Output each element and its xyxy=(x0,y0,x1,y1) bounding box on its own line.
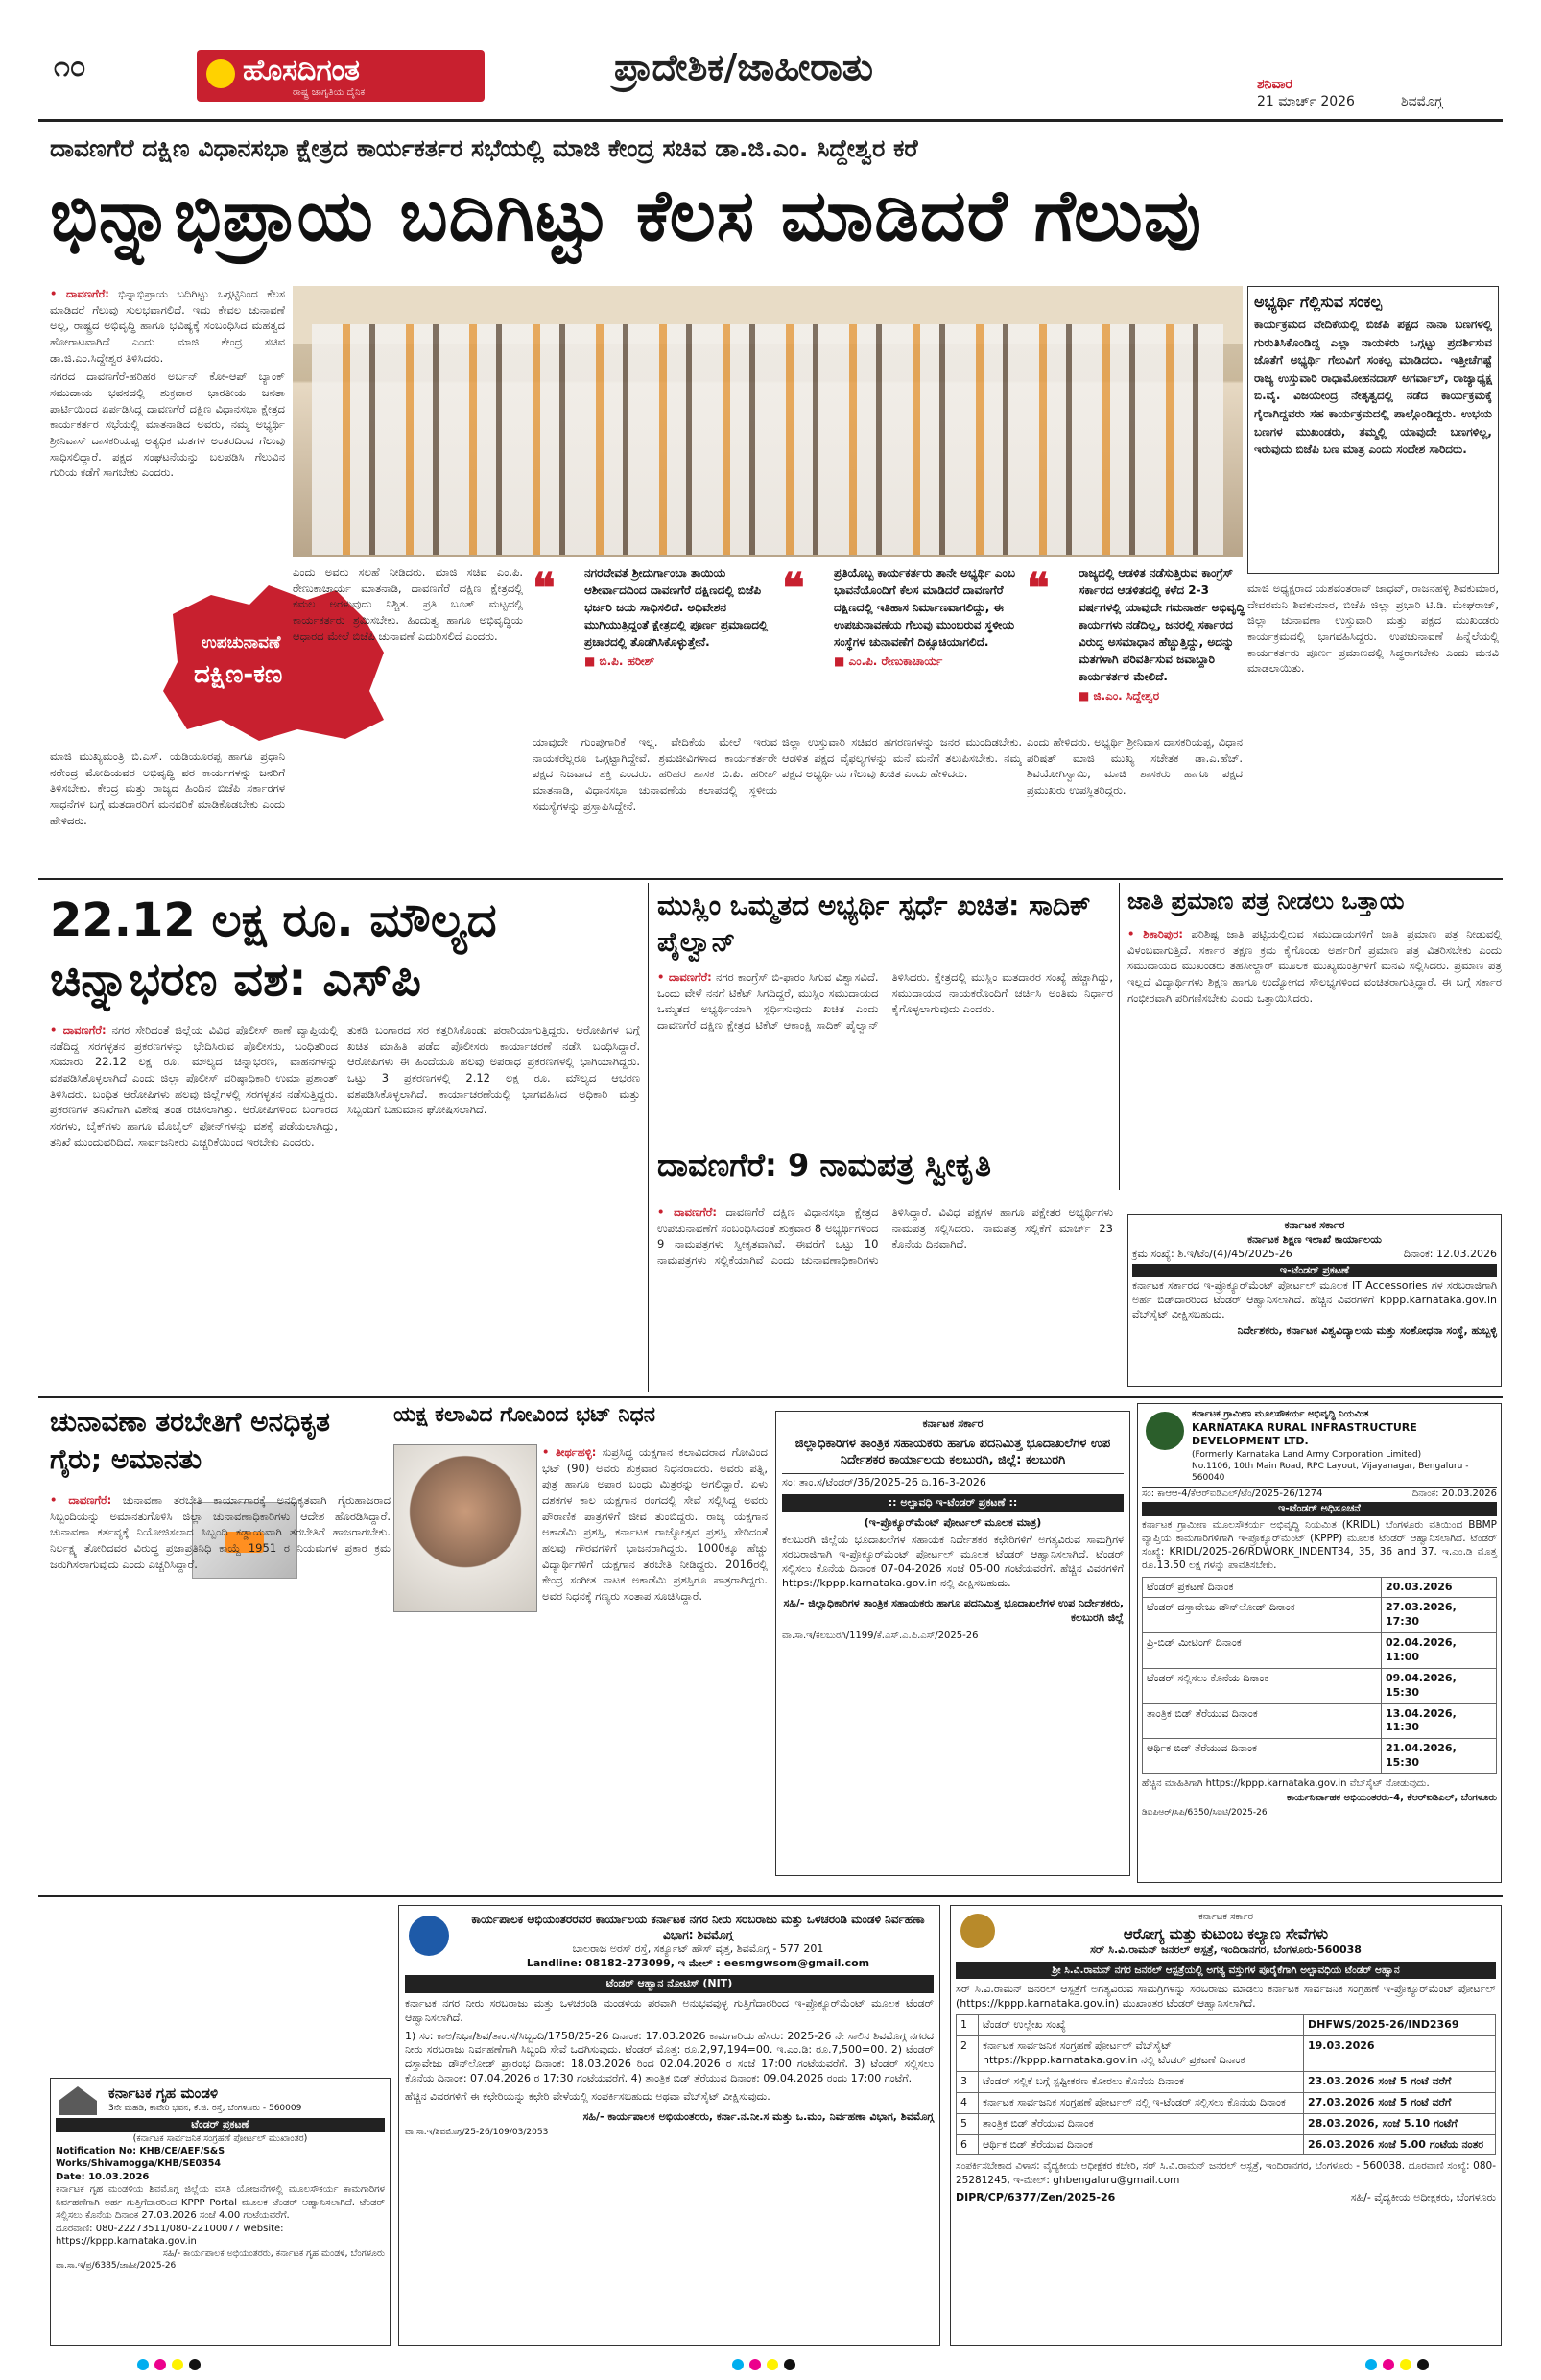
quote-3-author: ■ ಜಿ.ಎಂ. ಸಿದ್ದೇಶ್ವರ xyxy=(1079,689,1160,702)
yakshagana-dateline: • ತೀರ್ಥಹಳ್ಳಿ: xyxy=(542,1445,597,1459)
training-dateline: • ದಾವಣಗೆರೆ: xyxy=(50,1493,112,1507)
sidebar-title: ಅಭ್ಯರ್ಥಿ ಗೆಲ್ಲಿಸುವ ಸಂಕಲ್ಪ xyxy=(1254,293,1383,311)
caste-body xyxy=(1127,926,1502,1214)
training-text: ಚುನಾವಣಾ ತರಬೇತಿ ಕಾರ್ಯಾಗಾರಕ್ಕೆ ಅನಧಿಕೃತವಾಗಿ ಗೈರುಹಾಜರಾದ ಸಿಬ್ಬಂದಿಯನ್ನು ಅಮಾನತುಗೊಳಿಸಿ ಜಿಲ್ಲಾ ಚುನಾವಣಾಧಿಕಾರಿಗಳು ಆದೇಶ ಹೊರಡಿಸಿದ್ದಾರೆ. ಚುನಾವಣಾ ಕರ್ತವ್ಯಕ್ಕೆ ನಿಯೋಜಿಸಲಾದ ಸಿಬ್ಬಂದಿ ಕಡ್ಡಾಯವಾಗಿ ತರಬೇತಿಗೆ ಹಾಜರಾಗಬೇಕು. ನಿರ್ಲಕ್ಷ್ಯ ತೋರಿದವರ ವಿರುದ್ಧ ಪ್ರಜಾಪ್ರತಿನಿಧಿ ಕಾಯ್ದೆ 1951 ರ ನಿಯಮಗಳ ಪ್ರಕಾರ ಕ್ರಮ ಜರುಗಿಸಲಾಗುವುದು ಎಂದು ಎಚ್ಚರಿಸಿದ್ದಾರೆ. xyxy=(50,1493,391,1571)
yakshagana-headline: ಯಕ್ಷ ಕಲಾವಿದ ಗೋವಿಂದ ಭಟ್ ನಿಧನ xyxy=(393,1403,655,1427)
ad-gov: ಕರ್ನಾಟಕ ಸರ್ಕಾರ xyxy=(1284,1219,1345,1231)
ad-footer: ವಾ.ಸಾ.ಇ/ಪ್ರ/6385/ಜಾಹೀ/2025-26 xyxy=(56,2261,177,2272)
issue-day: ಶನಿವಾರ xyxy=(1257,77,1292,92)
ad-sub: ಸರ್ ಸಿ.ವಿ.ರಾಮನ್ ಜನರಲ್ ಆಸ್ಪತ್ರೆ, ಇಂದಿರಾನಗರ, ಬೆಂಗಳೂರು-560038 xyxy=(1090,1942,1362,1956)
registration-marks-left xyxy=(134,2356,230,2375)
ad-gov: ಕರ್ನಾಟಕ ಸರ್ಕಾರ xyxy=(1198,1912,1253,1922)
page-header xyxy=(0,0,1541,125)
lead-col-6 xyxy=(1027,734,1243,902)
lead-col5-text: ಜಿಲ್ಲಾ ಉಸ್ತುವಾರಿ ಸಚಿವರ ಹಗರಣಗಳನ್ನು ಜನರ ಮುಂದಿಡಬೇಕು. ಆಡಳಿತ ಪಕ್ಷದ ವೈಫಲ್ಯಗಳನ್ನು ಮನೆ ಮನೆಗೆ ತಲುಪಿಸಬೇಕು. ನಮ್ಮ ಪಕ್ಷದ ಅಭ್ಯರ್ಥಿಯ ಗೆಲುವು ಖಚಿತ ಎಂದು ಹೇಳಿದರು. xyxy=(782,735,1022,781)
lead-col-5 xyxy=(782,734,1022,902)
ad-banner: ಟೆಂಡರ್ ಆಹ್ವಾನ ನೋಟಿಸ್ (NIT) xyxy=(405,1975,934,1993)
table-row: 6 ಆರ್ಥಿಕ ಬಿಡ್ ತೆರೆಯುವ ದಿನಾಂಕ 26.03.2026 ಸಂಜೆ 5.00 ಗಂಟೆಯ ನಂತರ xyxy=(957,2134,1495,2155)
ad-sub2: (ಇ-ಪ್ರೊಕ್ಯೂರ್‌ಮೆಂಟ್ ಪೋರ್ಟಲ್ ಮೂಲಕ ಮಾತ್ರ) xyxy=(864,1515,1042,1529)
quote-2-author: ■ ಎಂ.ಪಿ. ರೇಣುಕಾಚಾರ್ಯ xyxy=(834,654,943,668)
kridl-tender-ad xyxy=(1137,1403,1502,1883)
ad-banner: ಇ-ಟೆಂಡರ್ ಅಧಿಸೂಚನೆ xyxy=(1142,1502,1497,1516)
ad-sub: ಜಿಲ್ಲಾಧಿಕಾರಿಗಳ ತಾಂತ್ರಿಕ ಸಹಾಯಕರು ಹಾಗೂ ಪದನಿಮಿತ್ತ ಭೂದಾಖಲೆಗಳ ಉಪ ನಿರ್ದೇಶಕರ ಕಾರ್ಯಾಲಯ ಕಲಬುರಗಿ, ಜಿಲ್ಲೆ: ಕಲಬುರಗಿ xyxy=(794,1436,1111,1468)
training-headline: ಚುನಾವಣಾ ತರಬೇತಿಗೆ ಅನಧಿಕೃತ ಗೈರು; ಅಮಾನತು xyxy=(50,1406,330,1476)
quote-1-author: ■ ಬಿ.ಪಿ. ಹರೀಶ್ xyxy=(584,654,655,668)
gold-headline: 22.12 ಲಕ್ಷ ರೂ. ಮೌಲ್ಯದ ಚಿನ್ನಾಭರಣ ವಶ: ಎಸ್‌ಪಿ xyxy=(50,893,497,1008)
quote-3-text: ರಾಜ್ಯದಲ್ಲಿ ಆಡಳಿತ ನಡೆಸುತ್ತಿರುವ ಕಾಂಗ್ರೆಸ್ ಸರ್ಕಾರದ ಆಡಳಿತದಲ್ಲಿ ಕಳೆದ 2-3 ವರ್ಷಗಳಲ್ಲಿ ಯಾವುದೇ ಗಮನಾರ್ಹ ಅಭಿವೃದ್ಧಿ ಕಾರ್ಯಗಳು ನಡೆದಿಲ್ಲ, ಜನರಲ್ಲಿ ಸರ್ಕಾರದ ವಿರುದ್ಧ ಅಸಮಾಧಾನ ಹೆಚ್ಚುತ್ತಿದ್ದು, ಅದನ್ನು ಮತಗಳಾಗಿ ಪರಿವರ್ತಿಸುವ ಜವಾಬ್ದಾರಿ ಕಾರ್ಯಕರ್ತರ ಮೇಲಿದೆ. xyxy=(1079,566,1245,683)
ad-text: ಕರ್ನಾಟಕ ಗೃಹ ಮಂಡಳಿಯ ಶಿವಮೊಗ್ಗ ಜಿಲ್ಲೆಯ ವಸತಿ ಯೋಜನೆಗಳಲ್ಲಿ ಮೂಲಸೌಕರ್ಯ ಕಾಮಗಾರಿಗಳ ನಿರ್ವಹಣೆಗಾಗಿ ಅರ್ಹ ಗುತ್ತಿಗೆದಾರರಿಂದ KPPP Portal ಮೂಲಕ ಟೆಂಡರ್ ಆಹ್ವಾನಿಸಲಾಗಿದೆ. ಟೆಂಡರ್ ಸಲ್ಲಿಸಲು ಕೊನೆಯ ದಿನಾಂಕ 27.03.2026 ಸಂಜೆ 4.00 ಗಂಟೆಯವರೆಗೆ. xyxy=(56,2184,385,2222)
lead-col-4 xyxy=(533,734,777,902)
water-tender-ad xyxy=(398,1905,940,2346)
lead-photo xyxy=(293,286,1243,557)
quote-mark-icon: ❝ xyxy=(1027,564,1050,613)
quote-3 xyxy=(1027,564,1247,727)
crowd-shapes xyxy=(312,324,1223,555)
ad-sign: ನಿರ್ದೇಶಕರು, ಕರ್ನಾಟಕ ವಿಶ್ವವಿದ್ಯಾಲಯ ಮತ್ತು ಸಂಶೋಧನಾ ಸಂಸ್ಥೆ, ಹುಬ್ಬಳ್ಳಿ xyxy=(1237,1323,1497,1337)
ad-items: 1) ಸಂ: ಕಾಅ/ನಿಭಾ/ಶಿವ/ತಾಂ.ಸ/ಸಿಬ್ಬಂದಿ/1758/25-26 ದಿನಾಂಕ: 17.03.2026 ಕಾಮಗಾರಿಯ ಹೆಸರು: 2025-26 ನೇ ಸಾಲಿನ ಶಿವಮೊಗ್ಗ ನಗರದ ನೀರು ಸರಬರಾಜು ನಿರ್ವಹಣೆಗಾಗಿ ಸಿಬ್ಬಂದಿ ಸೇವೆ ಒದಗಿಸುವುದು. ಟೆಂಡರ್ ಮೊತ್ತ: ರೂ.2,97,194=00. ಇ.ಎಂ.ಡಿ: ರೂ.7,500=00. 2) ಟೆಂಡರ್ ದಸ್ತಾವೇಜು ಡೌನ್‌ಲೋಡ್ ಪ್ರಾರಂಭ ದಿನಾಂಕ: 18.03.2026 ರಿಂದ 02.04.2026 ರ ಸಂಜೆ 17:00 ಗಂಟೆಯವರೆಗೆ. 3) ಟೆಂಡರ್ ಸಲ್ಲಿಸಲು ಕೊನೆಯ ದಿನಾಂಕ: 07.04.2026 ರ 17:30 ಗಂಟೆಯವರೆಗೆ. 4) ತಾಂತ್ರಿಕ ಬಿಡ್ ತೆರೆಯುವ ದಿನಾಂಕ: 09.04.2026 ರಂದು 17:00 ಗಂಟೆಗೆ. xyxy=(405,2029,934,2085)
issue-date: 21 ಮಾರ್ಚ್ 2026 xyxy=(1257,94,1355,109)
lead-col-7 xyxy=(1247,581,1499,902)
nomination-dateline: • ದಾವಣಗೆರೆ: xyxy=(657,1205,717,1219)
ad-date: Date: 10.03.2026 xyxy=(56,2171,150,2182)
ad-sign: ಸಹಿ/- ಜಿಲ್ಲಾಧಿಕಾರಿಗಳ ತಾಂತ್ರಿಕ ಸಹಾಯಕರು ಹಾಗೂ ಪದನಿಮಿತ್ತ ಭೂದಾಖಲೆಗಳ ಉಪ ನಿರ್ದೇಶಕರು, ಕಲಬುರಗಿ ಜಿಲ್ಲೆ xyxy=(783,1596,1124,1624)
nomination-body xyxy=(657,1204,1113,1392)
sidebar-text: ಕಾರ್ಯಕ್ರಮದ ವೇದಿಕೆಯಲ್ಲಿ ಬಿಜೆಪಿ ಪಕ್ಷದ ನಾನಾ ಬಣಗಳಲ್ಲಿ ಗುರುತಿಸಿಕೊಂಡಿದ್ದ ಎಲ್ಲಾ ನಾಯಕರು ಒಗ್ಗಟ್ಟು ಪ್ರದರ್ಶಿಸುವ ಜೊತೆಗೆ ಅಭ್ಯರ್ಥಿ ಗೆಲುವಿಗೆ ಸಂಕಲ್ಪ ಮಾಡಿದರು. ಇತ್ತೀಚೆಗಷ್ಟೆ ರಾಜ್ಯ ಉಸ್ತುವಾರಿ ರಾಧಾಮೋಹನದಾಸ್ ಅಗರ್ವಾಲ್, ರಾಜ್ಯಾಧ್ಯಕ್ಷ ಬಿ.ವೈ. ವಿಜಯೇಂದ್ರ ನೇತೃತ್ವದಲ್ಲಿ ನಡೆದ ಕಾರ್ಯಕ್ರಮಕ್ಕೆ ಗೈರಾಗಿದ್ದವರು ಸಹ ಕಾರ್ಯಕ್ರಮದಲ್ಲಿ ಪಾಲ್ಗೊಂಡಿದ್ದರು. ಉಭಯ ಬಣಗಳ ಮುಖಂಡರು, ತಮ್ಮಲ್ಲಿ ಯಾವುದೇ ಬಣಗಳಿಲ್ಲ, ಇರುವುದು ಬಿಜೆಪಿ ಬಣ ಮಾತ್ರ ಎಂದು ಸಂದೇಶ ಸಾರಿದರು. xyxy=(1254,318,1492,457)
logo-tagline: ರಾಷ್ಟ್ರ ಜಾಗೃತಿಯ ದೈನಿಕ xyxy=(293,87,366,98)
table-row: 3 ಟೆಂಡರ್ ಸಲ್ಲಿಕೆ ಬಗ್ಗೆ ಸ್ಪಷ್ಟೀಕರಣ ಕೋರಲು ಕೊನೆಯ ದಿನಾಂಕ 23.03.2026 ಸಂಜೆ 5 ಗಂಟೆ ವರೆಗೆ xyxy=(957,2071,1495,2092)
ad-banner: ಟೆಂಡರ್ ಪ್ರಕಟಣೆ xyxy=(56,2118,385,2132)
logo-text: ಹೊಸದಿಗಂತ xyxy=(243,54,360,87)
divider xyxy=(38,878,1503,880)
lead-headline: ಭಿನ್ನಾಭಿಪ್ರಾಯ ಬದಿಗಿಟ್ಟು ಕೆಲಸ ಮಾಡಿದರೆ ಗೆಲುವು xyxy=(50,175,1202,257)
ad-sign: ಸಹಿ/- ಕಾರ್ಯಪಾಲಕ ಅಭಿಯಂತರರು, ಕರ್ನಾಟಕ ಗೃಹ ಮಂಡಳಿ, ಬೆಂಗಳೂರು xyxy=(162,2248,385,2259)
lamp-icon xyxy=(206,60,235,88)
quote-1-text: ನಗರದೇವತೆ ಶ್ರೀದುರ್ಗಾಂಬಾ ತಾಯಿಯ ಆಶೀರ್ವಾದದಿಂದ ದಾವಣಗೆರೆ ದಕ್ಷಿಣದಲ್ಲಿ ಬಿಜೆಪಿ ಭರ್ಜರಿ ಜಯ ಸಾಧಿಸಲಿದೆ. ಅಧಿವೇಶನ ಮುಗಿಯುತ್ತಿದ್ದಂತೆ ಕ್ಷೇತ್ರದಲ್ಲಿ ಪೂರ್ಣ ಪ್ರಮಾಣದಲ್ಲಿ ಪ್ರಚಾರದಲ್ಲಿ ತೊಡಗಿಸಿಕೊಳ್ಳುತ್ತೇನೆ. xyxy=(584,566,769,649)
table-row: ಆರ್ಥಿಕ ಬಿಡ್ ತೆರೆಯುವ ದಿನಾಂಕ 21.04.2026, 15:30 xyxy=(1143,1738,1496,1773)
table-row: ತಾಂತ್ರಿಕ ಬಿಡ್ ತೆರೆಯುವ ದಿನಾಂಕ 13.04.2026, 11:30 xyxy=(1143,1703,1496,1739)
nomination-headline: ದಾವಣಗೆರೆ: 9 ನಾಮಪತ್ರ ಸ್ವೀಕೃತಿ xyxy=(657,1147,991,1183)
ad-title: ಕರ್ನಾಟಕ ಗೃಹ ಮಂಡಳಿ xyxy=(108,2084,219,2102)
table-row: ಪ್ರಿ-ಬಿಡ್ ಮೀಟಿಂಗ್ ದಿನಾಂಕ 02.04.2026, 11:00 xyxy=(1143,1632,1496,1668)
page-number: ೧೦ xyxy=(54,50,86,83)
ad-contact: Landline: 08182-273099, ಇ ಮೇಲ್ : eesmgwsom@gmail.com xyxy=(526,1957,870,1970)
lead-col6-text: ಎಂದು ಹೇಳಿದರು. ಅಭ್ಯರ್ಥಿ ಶ್ರೀನಿವಾಸ ದಾಸಕರಿಯಪ್ಪ, ವಿಧಾನ ಪರಿಷತ್ ಮಾಜಿ ಮುಖ್ಯ ಸಚೇತಕ ಡಾ.ಎ.ಹೆಚ್. ಶಿವಯೋಗಿಸ್ವಾಮಿ, ಮಾಜಿ ಶಾಸಕರು ಹಾಗೂ ಪಕ್ಷದ ಪ್ರಮುಖರು ಉಪಸ್ಥಿತರಿದ್ದರು. xyxy=(1027,735,1243,797)
ad-contact: ಸಂಪರ್ಕಿಸಬೇಕಾದ ವಿಳಾಸ: ವೈದ್ಯಕೀಯ ಅಧೀಕ್ಷಕರ ಕಚೇರಿ, ಸರ್ ಸಿ.ವಿ.ರಾಮನ್ ಜನರಲ್ ಆಸ್ಪತ್ರೆ, ಇಂದಿರಾನಗರ, ಬೆಂಗಳೂರು - 560038. ದೂರವಾಣಿ ಸಂಖ್ಯೆ: 080-25281245, ಇ-ಮೇಲ್: ghbengaluru@gmail.com xyxy=(956,2160,1496,2186)
table-row: 2 ಕರ್ನಾಟಕ ಸಾರ್ವಜನಿಕ ಸಂಗ್ರಹಣೆ ಪೋರ್ಟಲ್ ವೆಬ್‌ಸೈಟ್ https://kppp.karnataka.gov.in ನಲ್ಲಿ ಟೆಂಡರ್ ಪ್ರಕಟಣೆ ದಿನಾಂಕ 19.03.2026 xyxy=(957,2035,1495,2071)
table-row: ಟೆಂಡರ್ ಪ್ರಕಟಣೆ ದಿನಾಂಕ 20.03.2026 xyxy=(1143,1578,1496,1598)
lead-body-2: ನಗರದ ದಾವಣಗೆರೆ-ಹರಿಹರ ಅರ್ಬನ್ ಕೋ-ಆಪ್ ಬ್ಯಾಂಕ್ ಸಮುದಾಯ ಭವನದಲ್ಲಿ ಶುಕ್ರವಾರ ಭಾರತೀಯ ಜನತಾ ಪಾರ್ಟಿಯಿಂದ ಏರ್ಪಡಿಸಿದ್ದ ದಾವಣಗೆರೆ ದಕ್ಷಿಣ ವಿಧಾನಸಭಾ ಕ್ಷೇತ್ರದ ಕಾರ್ಯಕರ್ತರ ಸಭೆಯಲ್ಲಿ ಮಾತನಾಡಿದ ಅವರು, ನಮ್ಮ ಅಭ್ಯರ್ಥಿ ಶ್ರೀನಿವಾಸ್ ದಾಸಕರಿಯಪ್ಪ ಅತ್ಯಧಿಕ ಮತಗಳ ಅಂತರದಿಂದ ಗೆಲುವು ಸಾಧಿಸಲಿದ್ದಾರೆ. ಪಕ್ಷದ ಸಂಘಟನೆಯನ್ನು ಬಲಪಡಿಸಿ ಗೆಲುವಿನ ಗುರಿಯ ಕಡೆಗೆ ಸಾಗಬೇಕು ಎಂದರು. xyxy=(50,369,285,480)
ad-heading: ಕರ್ನಾಟಕ ಶಿಕ್ಷಣ ಇಲಾಖೆ ಕಾರ್ಯಾಲಯ xyxy=(1247,1232,1382,1246)
ad-sign: ಸಹಿ/- ವೈದ್ಯಕೀಯ ಅಧೀಕ್ಷಕರು, ಬೆಂಗಳೂರು xyxy=(1350,2190,1496,2203)
quote-1 xyxy=(533,564,777,727)
vertical-divider xyxy=(648,883,649,1392)
divider xyxy=(38,1895,1503,1897)
gold-col-1 xyxy=(50,1022,338,1392)
ad-banner: ಇ-ಟೆಂಡರ್ ಪ್ರಕಟಣೆ xyxy=(1132,1264,1497,1278)
muslim-text: ನಗರ ಕಾಂಗ್ರೆಸ್ ಬಿ-ಫಾರಂ ಸಿಗುವ ವಿಶ್ವಾಸವಿದೆ. ಒಂದು ವೇಳೆ ನನಗೆ ಟಿಕೆಟ್ ಸಿಗದಿದ್ದರೆ, ಮುಸ್ಲಿಂ ಸಮುದಾಯದ ಒಮ್ಮತದ ಅಭ್ಯರ್ಥಿಯಾಗಿ ಸ್ಪರ್ಧಿಸುವುದು ಖಚಿತ ಎಂದು ದಾವಣಗೆರೆ ದಕ್ಷಿಣ ಕ್ಷೇತ್ರದ ಟಿಕೆಟ್ ಆಕಾಂಕ್ಷಿ ಸಾದಿಕ್ ಪೈಲ್ವಾನ್ ತಿಳಿಸಿದರು. ಕ್ಷೇತ್ರದಲ್ಲಿ ಮುಸ್ಲಿಂ ಮತದಾರರ ಸಂಖ್ಯೆ ಹೆಚ್ಚಾಗಿದ್ದು, ಸಮುದಾಯದ ನಾಯಕರೊಂದಿಗೆ ಚರ್ಚಿಸಿ ಅಂತಿಮ ನಿರ್ಧಾರ ಕೈಗೊಳ್ಳಲಾಗುವುದು ಎಂದರು. xyxy=(657,970,1113,1033)
ad-intro: ಕರ್ನಾಟಕ ನಗರ ನೀರು ಸರಬರಾಜು ಮತ್ತು ಒಳಚರಂಡಿ ಮಂಡಳಿಯ ಪರವಾಗಿ ಅನುಭವವುಳ್ಳ ಗುತ್ತಿಗೆದಾರರಿಂದ ಇ-ಪ್ರೊಕ್ಯೂರ್‌ಮೆಂಟ್ ಮೂಲಕ ಟೆಂಡರ್ ಆಹ್ವಾನಿಸಲಾಗಿದೆ. xyxy=(405,1996,934,2024)
kridl-emblem-icon xyxy=(1146,1412,1184,1450)
kridl-table xyxy=(1142,1577,1497,1774)
map-label-1: ಉಪಚುನಾವಣೆ xyxy=(202,633,281,653)
lead-kicker: ದಾವಣಗೆರೆ ದಕ್ಷಿಣ ವಿಧಾನಸಭಾ ಕ್ಷೇತ್ರದ ಕಾರ್ಯಕರ್ತರ ಸಭೆಯಲ್ಲಿ ಮಾಜಿ ಕೇಂದ್ರ ಸಚಿವ ಡಾ.ಜಿ.ಎಂ. ಸಿದ್ದೇಶ್ವರ ಕರೆ xyxy=(50,134,918,162)
ad-text: ಕಲಬುರಗಿ ಜಿಲ್ಲೆಯ ಭೂದಾಖಲೆಗಳ ಸಹಾಯಕ ನಿರ್ದೇಶಕರ ಕಛೇರಿಗಳಿಗೆ ಅಗತ್ಯವಿರುವ ಸಾಮಗ್ರಿಗಳ ಸರಬರಾಜಿಗಾಗಿ ಇ-ಪ್ರೊಕ್ಯೂರ್‌ಮೆಂಟ್ ಪೋರ್ಟಲ್ ಮೂಲಕ ಟೆಂಡರ್ ಆಹ್ವಾನಿಸಲಾಗಿದೆ. ಟೆಂಡರ್ ಸಲ್ಲಿಸಲು ಕೊನೆಯ ದಿನಾಂಕ 07-04-2026 ಸಂಜೆ 05-00 ಗಂಟೆಯವರೆಗೆ. ಹೆಚ್ಚಿನ ವಿವರಗಳಿಗೆ https://kppp.karnataka.gov.in ನಲ್ಲಿ ವೀಕ್ಷಿಸಬಹುದು. xyxy=(782,1534,1124,1589)
ad-banner: :: ಅಲ್ಪಾವಧಿ ಇ-ಟೆಂಡರ್ ಪ್ರಕಟಣೆ :: xyxy=(782,1494,1124,1512)
gold-text: ನಗರ ಸೇರಿದಂತೆ ಜಿಲ್ಲೆಯ ವಿವಿಧ ಪೊಲೀಸ್ ಠಾಣೆ ವ್ಯಾಪ್ತಿಯಲ್ಲಿ ನಡೆದಿದ್ದ ಸರಗಳ್ಳತನ ಪ್ರಕರಣಗಳನ್ನು ಭೇದಿಸಿರುವ ಪೊಲೀಸರು, ಬಂಧಿತರಿಂದ ಸುಮಾರು 22.12 ಲಕ್ಷ ರೂ. ಮೌಲ್ಯದ ಚಿನ್ನಾಭರಣ, ವಾಹನಗಳನ್ನು ವಶಪಡಿಸಿಕೊಳ್ಳಲಾಗಿದೆ ಎಂದು ಜಿಲ್ಲಾ ಪೊಲೀಸ್ ವರಿಷ್ಠಾಧಿಕಾರಿ ಉಮಾ ಪ್ರಶಾಂತ್ ತಿಳಿಸಿದರು. ಬಂಧಿತ ಆರೋಪಿಗಳು ಹಲವು ಜಿಲ್ಲೆಗಳಲ್ಲಿ ಸರಗಳ್ಳತನ ನಡೆಸುತ್ತಿದ್ದರು. ಪ್ರಕರಣಗಳ ತನಿಖೆಗಾಗಿ ವಿಶೇಷ ತಂಡ ರಚಿಸಲಾಗಿತ್ತು. ಆರೋಪಿಗಳಿಂದ ಬಂಗಾರದ ಸರಗಳು, ಬೈಕ್‌ಗಳು ಹಾಗೂ ಮೊಬೈಲ್ ಫೋನ್‌ಗಳನ್ನು ವಶಕ್ಕೆ ಪಡೆಯಲಾಗಿದ್ದು, ತನಿಖೆ ಮುಂದುವರಿದಿದೆ. ಸಾರ್ವಜನಿಕರು ಎಚ್ಚರಿಕೆಯಿಂದ ಇರಬೇಕು ಎಂದರು. xyxy=(50,1023,338,1149)
ad-date: ದಿನಾಂಕ: 20.03.2026 xyxy=(1411,1488,1497,1499)
gold-dateline: • ದಾವಣಗೆರೆ: xyxy=(50,1023,107,1036)
health-table xyxy=(956,2014,1496,2155)
lead-col4-text: ಯಾವುದೇ ಗುಂಪುಗಾರಿಕೆ ಇಲ್ಲ. ವೇದಿಕೆಯ ಮೇಲೆ ಇರುವ ನಾಯಕರೆಲ್ಲರೂ ಒಗ್ಗಟ್ಟಾಗಿದ್ದೇವೆ. ಶ್ರಮಜೀವಿಗಳಾದ ಕಾರ್ಯಕರ್ತರೇ ಪಕ್ಷದ ನಿಜವಾದ ಶಕ್ತಿ ಎಂದರು. ಹರಿಹರ ಶಾಸಕ ಬಿ.ಪಿ. ಹರೀಶ್ ಮಾತನಾಡಿ, ವಿಧಾನಸಭಾ ಚುನಾವಣೆಯ ಕಲಾಪದಲ್ಲಿ ಸ್ಥಳೀಯ ಸಮಸ್ಯೆಗಳನ್ನು ಪ್ರಸ್ತಾಪಿಸಿದ್ದೇನೆ. xyxy=(533,735,777,813)
caste-dateline: • ಶಿಕಾರಿಪುರ: xyxy=(1127,927,1183,940)
ad-text: ಕರ್ನಾಟಕ ಸರ್ಕಾರದ ಇ-ಪ್ರೊಕ್ಯೂರ್‌ಮೆಂಟ್ ಪೋರ್ಟಲ್ ಮೂಲಕ IT Accessories ಗಳ ಸರಬರಾಜಿಗಾಗಿ ಅರ್ಹ ಬಿಡ್‌ದಾರರಿಂದ ಟೆಂಡರ್ ಆಹ್ವಾನಿಸಲಾಗಿದೆ. ಹೆಚ್ಚಿನ ವಿವರಗಳಿಗೆ kppp.karnataka.gov.in ವೆಬ್‌ಸೈಟ್ ವೀಕ್ಷಿಸಬಹುದು. xyxy=(1132,1279,1497,1321)
health-tender-ad xyxy=(950,1905,1502,2346)
divider xyxy=(38,1396,1503,1398)
table-row: 4 ಕರ್ನಾಟಕ ಸಾರ್ವಜನಿಕ ಸಂಗ್ರಹಣೆ ಪೋರ್ಟಲ್ ನಲ್ಲಿ ಇ-ಟೆಂಡರ್ ಸಲ್ಲಿಸಲು ಕೊನೆಯ ದಿನಾಂಕ 27.03.2026 ಸಂಜೆ 5 ಗಂಟೆ ವರೆಗೆ xyxy=(957,2092,1495,2113)
ad-ref: ಸಂ: ಕಾಆಆ-4/ಕೆಆರ್‌ಐಡಿಎಲ್/ಟೆಂ/2025-26/1274 xyxy=(1142,1488,1323,1499)
ad-footer: ವಾ.ಸಾ.ಇ/ಕಲಬುರಗಿ/1199/ಕೆ.ಎಸ್.ಎ.ಪಿ.ಎಸ್/2025-26 xyxy=(782,1630,979,1641)
ad-title: ಆರೋಗ್ಯ ಮತ್ತು ಕುಟುಂಬ ಕಲ್ಯಾಣ ಸೇವೆಗಳು xyxy=(1123,1924,1329,1942)
nomination-text: ದಾವಣಗೆರೆ ದಕ್ಷಿಣ ವಿಧಾನಸಭಾ ಕ್ಷೇತ್ರದ ಉಪಚುನಾವಣೆಗೆ ಸಂಬಂಧಿಸಿದಂತೆ ಶುಕ್ರವಾರ 8 ಅಭ್ಯರ್ಥಿಗಳಿಂದ 9 ನಾಮಪತ್ರಗಳು ಸ್ವೀಕೃತವಾಗಿವೆ. ಈವರೆಗೆ ಒಟ್ಟು 10 ನಾಮಪತ್ರಗಳು ಸಲ್ಲಿಕೆಯಾಗಿವೆ ಎಂದು ಚುನಾವಣಾಧಿಕಾರಿಗಳು ತಿಳಿಸಿದ್ದಾರೆ. ವಿವಿಧ ಪಕ್ಷಗಳ ಹಾಗೂ ಪಕ್ಷೇತರ ಅಭ್ಯರ್ಥಿಗಳು ನಾಮಪತ್ರ ಸಲ್ಲಿಸಿದರು. ನಾಮಪತ್ರ ಸಲ್ಲಿಕೆಗೆ ಮಾರ್ಚ್ 23 ಕೊನೆಯ ದಿನವಾಗಿದೆ. xyxy=(657,1205,1113,1268)
header-rule xyxy=(38,119,1503,122)
ad-note: ಹೆಚ್ಚಿನ ವಿವರಗಳಿಗೆ ಈ ಕಛೇರಿಯನ್ನು ಕಛೇರಿ ವೇಳೆಯಲ್ಲಿ ಸಂಪರ್ಕಿಸಬಹುದು ಅಥವಾ ವೆಬ್‌ಸೈಟ್ ವೀಕ್ಷಿಸುವುದು. xyxy=(405,2089,770,2103)
table-row: ಟೆಂಡರ್ ಸಲ್ಲಿಸಲು ಕೊನೆಯ ದಿನಾಂಕ 09.04.2026, 15:30 xyxy=(1143,1668,1496,1703)
ad-address: 3ನೇ ಮಹಡಿ, ಕಾವೇರಿ ಭವನ, ಕೆ.ಜಿ. ರಸ್ತೆ, ಬೆಂಗಳೂರು - 560009 xyxy=(108,2104,302,2114)
ad-sub: (ಕರ್ನಾಟಕ ಸಾರ್ವಜನಿಕ ಸಂಗ್ರಹಣೆ ಪೋರ್ಟಲ್ ಮುಖಾಂತರ) xyxy=(132,2133,308,2145)
map-label-2: ದಕ್ಷಿಣ-ಕಣ xyxy=(194,660,283,689)
table-row: 1 ಟೆಂಡರ್ ಉಲ್ಲೇಖ ಸಂಖ್ಯೆ DHFWS/2025-26/IND2369 xyxy=(957,2015,1495,2035)
ad-footer: ವಾ.ಸಾ.ಇ/ಶಿವಮೊಗ್ಗ/25-26/109/03/2053 xyxy=(405,2127,549,2137)
ad-website: ಹೆಚ್ಚಿನ ಮಾಹಿತಿಗಾಗಿ https://kppp.karnataka.gov.in ವೆಬ್‌ಸೈಟ್ ನೋಡುವುದು. xyxy=(1142,1777,1430,1789)
housing-logo-icon xyxy=(59,2086,97,2115)
kalaburagi-tender-ad xyxy=(775,1411,1130,1876)
lead-body-start: ಭಿನ್ನಾಭಿಪ್ರಾಯ ಬದಿಗಿಟ್ಟು ಒಗ್ಗಟ್ಟಿನಿಂದ ಕೆಲಸ ಮಾಡಿದರೆ ಗೆಲುವು ಸುಲಭವಾಗಲಿದೆ. ಇದು ಕೇವಲ ಚುನಾವಣೆ ಅಲ್ಲ, ರಾಷ್ಟ್ರದ ಅಭಿವೃದ್ಧಿ ಹಾಗೂ ಭವಿಷ್ಯಕ್ಕೆ ಸಂಬಂಧಿಸಿದ ಮಹತ್ವದ ಹೋರಾಟವಾಗಿದೆ ಎಂದು ಮಾಜಿ ಕೇಂದ್ರ ಸಚಿವ ಡಾ.ಜಿ.ಎಂ.ಸಿದ್ದೇಶ್ವರ ತಿಳಿಸಿದರು. xyxy=(50,287,285,365)
yakshagana-body xyxy=(393,1444,768,1881)
ad-title-en: KARNATAKA RURAL INFRASTRUCTURE DEVELOPMENT LTD. xyxy=(1192,1420,1417,1448)
ad-footer: ಡಿಐಪಿಆರ್/ಸಿಪಿ/6350/ಸಿಐಟಿ/2025-26 xyxy=(1142,1807,1268,1818)
lead-col-3 xyxy=(293,564,523,902)
muslim-dateline: • ದಾವಣಗೆರೆ: xyxy=(657,970,712,984)
quote-2 xyxy=(782,564,1022,727)
table-row: ಟೆಂಡರ್ ದಸ್ತಾವೇಜು ಡೌನ್‌ಲೋಡ್ ದಿನಾಂಕ 27.03.2026, 17:30 xyxy=(1143,1597,1496,1632)
ad-text: ಕರ್ನಾಟಕ ಗ್ರಾಮೀಣ ಮೂಲಸೌಕರ್ಯ ಅಭಿವೃದ್ಧಿ ನಿಯಮಿತ (KRIDL) ಬೆಂಗಳೂರು ವತಿಯಿಂದ BBMP ವ್ಯಾಪ್ತಿಯ ಕಾಮಗಾರಿಗಳಿಗಾಗಿ ಇ-ಪ್ರೊಕ್ಯೂರ್‌ಮೆಂಟ್ (KPPP) ಮೂಲಕ ಟೆಂಡರ್ ಆಹ್ವಾನಿಸಲಾಗಿದೆ. ಟೆಂಡರ್ ಸಂಖ್ಯೆ: KRIDL/2025-26/RDWORK_INDENT34, 35, 36 and 37. ಇ.ಎಂ.ಡಿ ಮೊತ್ತ ರೂ.13.50 ಲಕ್ಷ ಗಳನ್ನು ಪಾವತಿಸಬೇಕು. xyxy=(1142,1518,1497,1572)
training-body xyxy=(50,1492,391,1876)
ad-ref: ಕ್ರಮ ಸಂಖ್ಯೆ: ಶಿ.ಇ/ಟೆಂ/(4)/45/2025-26 xyxy=(1132,1247,1292,1260)
ad-footer: DIPR/CP/6377/Zen/2025-26 xyxy=(956,2190,1116,2203)
lead-dateline: • ದಾವಣಗೆರೆ: xyxy=(50,287,109,300)
caste-text: ಪರಿಶಿಷ್ಟ ಜಾತಿ ಪಟ್ಟಿಯಲ್ಲಿರುವ ಸಮುದಾಯಗಳಿಗೆ ಜಾತಿ ಪ್ರಮಾಣ ಪತ್ರ ನೀಡುವಲ್ಲಿ ವಿಳಂಬವಾಗುತ್ತಿದೆ. ಸರ್ಕಾರ ತಕ್ಷಣ ಕ್ರಮ ಕೈಗೊಂಡು ಅರ್ಹರಿಗೆ ಪ್ರಮಾಣ ಪತ್ರ ವಿತರಿಸಬೇಕು ಎಂದು ಸಮುದಾಯದ ಮುಖಂಡರು ತಹಸೀಲ್ದಾರ್ ಮೂಲಕ ಮುಖ್ಯಮಂತ್ರಿಗಳಿಗೆ ಮನವಿ ಸಲ್ಲಿಸಿದರು. ಪ್ರಮಾಣ ಪತ್ರ ಇಲ್ಲದೆ ವಿದ್ಯಾರ್ಥಿಗಳು ಶಿಕ್ಷಣ ಹಾಗೂ ಉದ್ಯೋಗದ ಸೌಲಭ್ಯಗಳಿಂದ ವಂಚಿತರಾಗುತ್ತಿದ್ದಾರೆ. ಈ ಬಗ್ಗೆ ಸರ್ಕಾರ ಗಂಭೀರವಾಗಿ ಪರಿಗಣಿಸಬೇಕು ಎಂದು ಒತ್ತಾಯಿಸಿದರು. xyxy=(1127,927,1502,1005)
ad-address: ಬಾಲರಾಜ ಅರಸ್ ರಸ್ತೆ, ಸರ್ಕ್ಯೂಟ್ ಹೌಸ್ ವೃತ್ತ, ಶಿವಮೊಗ್ಗ - 577 201 xyxy=(572,1942,824,1956)
ad-intro: ಸರ್ ಸಿ.ವಿ.ರಾಮನ್ ಜನರಲ್ ಆಸ್ಪತ್ರೆಗೆ ಅಗತ್ಯವಿರುವ ಸಾಮಗ್ರಿಗಳನ್ನು ಸರಬರಾಜು ಮಾಡಲು ಕರ್ನಾಟಕ ಸಾರ್ವಜನಿಕ ಸಂಗ್ರಹಣೆ ಇ-ಪ್ರೊಕ್ಯೂರ್‌ಮೆಂಟ್ ಪೋರ್ಟಲ್ (https://kppp.karnataka.gov.in) ಮುಖಾಂತರ ಟೆಂಡರ್ ಆಹ್ವಾನಿಸಲಾಗಿದೆ. xyxy=(956,1982,1496,2010)
ad-notification: Notification No: KHB/CE/AEF/S&S Works/Shivamogga/KHB/SE0354 xyxy=(56,2146,225,2169)
education-tender-ad xyxy=(1127,1214,1502,1387)
gold-text-b: ತುಕಡಿ ಬಂಗಾರದ ಸರ ಕತ್ತರಿಸಿಕೊಂಡು ಪರಾರಿಯಾಗುತ್ತಿದ್ದರು. ಆರೋಪಿಗಳ ಬಗ್ಗೆ ಖಚಿತ ಮಾಹಿತಿ ಪಡೆದ ಪೊಲೀಸರು ಕಾರ್ಯಾಚರಣೆ ನಡೆಸಿ ಬಂಧಿಸಿದ್ದಾರೆ. ಆರೋಪಿಗಳು ಈ ಹಿಂದೆಯೂ ಹಲವು ಅಪರಾಧ ಪ್ರಕರಣಗಳಲ್ಲಿ ಭಾಗಿಯಾಗಿದ್ದರು. ಒಟ್ಟು 3 ಪ್ರಕರಣಗಳಲ್ಲಿ 2.12 ಲಕ್ಷ ರೂ. ಮೌಲ್ಯದ ಆಭರಣ ವಶಪಡಿಸಿಕೊಳ್ಳಲಾಗಿದೆ. ಕಾರ್ಯಾಚರಣೆಯಲ್ಲಿ ಭಾಗವಹಿಸಿದ ಅಧಿಕಾರಿ ಮತ್ತು ಸಿಬ್ಬಂದಿಗೆ ಬಹುಮಾನ ಘೋಷಿಸಲಾಗಿದೆ. xyxy=(347,1023,640,1117)
ad-banner: ಶ್ರೀ ಸಿ.ವಿ.ರಾಮನ್ ನಗರ ಜನರಲ್ ಆಸ್ಪತ್ರೆಯಲ್ಲಿ ಅಗತ್ಯ ವಸ್ತುಗಳ ಪೂರೈಕೆಗಾಗಿ ಅಲ್ಪಾವಧಿಯ ಟೆಂಡರ್ ಆಹ್ವಾನ xyxy=(956,1962,1496,1979)
quote-mark-icon: ❝ xyxy=(533,564,556,613)
ad-contact: ದೂರವಾಣಿ: 080-22273511/080-22100077 website: https://kppp.karnataka.gov.in xyxy=(56,2223,284,2248)
masthead-logo xyxy=(197,50,485,102)
ad-sign: ಸಹಿ/- ಕಾರ್ಯಪಾಲಕ ಅಭಿಯಂತರರು, ಕರ್ನಾ.ನ.ನೀ.ಸ ಮತ್ತು ಒ.ಮಂ, ನಿರ್ವಹಣಾ ವಿಭಾಗ, ಶಿವಮೊಗ್ಗ xyxy=(582,2109,934,2123)
ad-address: No.1106, 10th Main Road, RPC Layout, Vijayanagar, Bengaluru - 560040 xyxy=(1192,1462,1469,1484)
table-row: 5 ತಾಂತ್ರಿಕ ಬಿಡ್ ತೆರೆಯುವ ದಿನಾಂಕ 28.03.2026, ಸಂಜೆ 5.10 ಗಂಟೆಗೆ xyxy=(957,2113,1495,2134)
ad-sub-en: (Formerly Karnataka Land Army Corporation Limited) xyxy=(1192,1450,1422,1461)
housing-tender-ad xyxy=(50,2078,391,2346)
ad-date: ದಿನಾಂಕ: 12.03.2026 xyxy=(1403,1247,1497,1260)
issue-city: ಶಿವಮೊಗ್ಗ xyxy=(1401,94,1443,109)
lead-col3-text: ಎಂದು ಅವರು ಸಲಹೆ ನೀಡಿದರು. ಮಾಜಿ ಸಚಿವ ಎಂ.ಪಿ. ರೇಣುಕಾಚಾರ್ಯ ಮಾತನಾಡಿ, ದಾವಣಗೆರೆ ದಕ್ಷಿಣ ಕ್ಷೇತ್ರದಲ್ಲಿ ಕಮಲ ಅರಳುವುದು ನಿಶ್ಚಿತ. ಪ್ರತಿ ಬೂತ್ ಮಟ್ಟದಲ್ಲಿ ಕಾರ್ಯಕರ್ತರು ಶ್ರಮಿಸಬೇಕು. ಹಿಂದುತ್ವ ಹಾಗೂ ಅಭಿವೃದ್ಧಿಯ ಆಧಾರದ ಮೇಲೆ ಬಿಜೆಪಿ ಚುನಾವಣೆ ಎದುರಿಸಲಿದೆ ಎಂದರು. xyxy=(293,565,523,643)
vertical-divider xyxy=(1119,883,1120,1190)
water-logo-icon xyxy=(409,1916,449,1956)
health-emblem-icon xyxy=(960,1914,995,1948)
muslim-headline: ಮುಸ್ಲಿಂ ಒಮ್ಮತದ ಅಭ್ಯರ್ಥಿ ಸ್ಪರ್ಧೆ ಖಚಿತ: ಸಾದಿಕ್ ಪೈಲ್ವಾನ್ xyxy=(657,890,1091,958)
caste-headline: ಜಾತಿ ಪ್ರಮಾಣ ಪತ್ರ ನೀಡಲು ಒತ್ತಾಯ xyxy=(1127,888,1405,915)
quote-mark-icon: ❝ xyxy=(782,564,805,613)
ad-ref: ಸಂ: ತಾಂ.ಸ/ಟೆಂಡರ್/36/2025-26 ದಿ.16-3-2026 xyxy=(782,1473,1124,1490)
ad-title: ಕಾರ್ಯಪಾಲಕ ಅಭಿಯಂತರರವರ ಕಾರ್ಯಾಲಯ ಕರ್ನಾಟಕ ನಗರ ನೀರು ಸರಬರಾಜು ಮತ್ತು ಒಳಚರಂಡಿ ಮಂಡಳಿ ನಿರ್ವಹಣಾ ವಿಭಾಗ: ಶಿವಮೊಗ್ಗ xyxy=(471,1913,925,1942)
registration-marks-center xyxy=(729,2356,825,2375)
ad-gov: ಕರ್ನಾಟಕ ಸರ್ಕಾರ xyxy=(922,1417,984,1430)
section-title: ಪ್ರಾದೇಶಿಕ/ಜಾಹೀರಾತು xyxy=(614,46,873,88)
ad-title-kn: ಕರ್ನಾಟಕ ಗ್ರಾಮೀಣ ಮೂಲಸೌಕರ್ಯ ಅಭಿವೃದ್ಧಿ ನಿಯಮಿತ xyxy=(1192,1409,1369,1419)
lead-col7-text: ಮಾಜಿ ಅಧ್ಯಕ್ಷರಾದ ಯಶವಂತರಾವ್ ಜಾಧವ್, ರಾಜನಹಳ್ಳಿ ಶಿವಕುಮಾರ, ದೇವರಮನಿ ಶಿವಕುಮಾರ, ಬಿಜೆಪಿ ಜಿಲ್ಲಾ ಪ್ರಭಾರಿ ಟಿ.ಡಿ. ಮೇಘರಾಜ್, ಜಿಲ್ಲಾ ಚುನಾವಣಾ ಉಸ್ತುವಾರಿ ಮತ್ತು ಪಕ್ಷದ ಮುಖಂಡರು ಕಾರ್ಯಕ್ರಮದಲ್ಲಿ ಭಾಗವಹಿಸಿದ್ದರು. ಉಪಚುನಾವಣೆ ಹಿನ್ನೆಲೆಯಲ್ಲಿ ಕಾರ್ಯಕರ್ತರು ಪೂರ್ಣ ಪ್ರಮಾಣದಲ್ಲಿ ಸಿದ್ಧರಾಗಬೇಕು ಎಂದು ಮನವಿ ಮಾಡಲಾಯಿತು. xyxy=(1247,582,1499,676)
sidebar-box xyxy=(1247,286,1499,574)
muslim-body xyxy=(657,969,1113,1142)
yakshagana-text: ಸುಪ್ರಸಿದ್ಧ ಯಕ್ಷಗಾನ ಕಲಾವಿದರಾದ ಗೋವಿಂದ ಭಟ್ (90) ಅವರು ಶುಕ್ರವಾರ ನಿಧನರಾದರು. ಅವರು ಪತ್ನಿ, ಪುತ್ರ ಹಾಗೂ ಅಪಾರ ಬಂಧು ಮಿತ್ರರನ್ನು ಅಗಲಿದ್ದಾರೆ. ಏಳು ದಶಕಗಳ ಕಾಲ ಯಕ್ಷಗಾನ ರಂಗದಲ್ಲಿ ಸೇವೆ ಸಲ್ಲಿಸಿದ್ದ ಅವರು ಪೌರಾಣಿಕ ಪಾತ್ರಗಳಿಗೆ ಜೀವ ತುಂಬಿದ್ದರು. ರಾಜ್ಯ ಯಕ್ಷಗಾನ ಅಕಾಡೆಮಿ ಪ್ರಶಸ್ತಿ, ಕರ್ನಾಟಕ ರಾಜ್ಯೋತ್ಸವ ಪ್ರಶಸ್ತಿ ಸೇರಿದಂತೆ ಹಲವು ಗೌರವಗಳಿಗೆ ಭಾಜನರಾಗಿದ್ದರು. 1000ಕ್ಕೂ ಹೆಚ್ಚು ವಿದ್ಯಾರ್ಥಿಗಳಿಗೆ ಯಕ್ಷಗಾನ ತರಬೇತಿ ನೀಡಿದ್ದರು. 2016ರಲ್ಲಿ ಕೇಂದ್ರ ಸಂಗೀತ ನಾಟಕ ಅಕಾಡೆಮಿ ಪ್ರಶಸ್ತಿಗೂ ಪಾತ್ರರಾಗಿದ್ದರು. ಅವರ ನಿಧನಕ್ಕೆ ಗಣ್ಯರು ಸಂತಾಪ ಸೂಚಿಸಿದ್ದಾರೆ. xyxy=(542,1445,768,1604)
lead-body-3: ಮಾಜಿ ಮುಖ್ಯಮಂತ್ರಿ ಬಿ.ಎಸ್. ಯಡಿಯೂರಪ್ಪ ಹಾಗೂ ಪ್ರಧಾನಿ ನರೇಂದ್ರ ಮೋದಿಯವರ ಅಭಿವೃದ್ಧಿ ಪರ ಕಾರ್ಯಗಳನ್ನು ಜನರಿಗೆ ತಿಳಿಸಬೇಕು. ಕೇಂದ್ರ ಮತ್ತು ರಾಜ್ಯದ ಹಿಂದಿನ ಬಿಜೆಪಿ ಸರ್ಕಾರಗಳ ಸಾಧನೆಗಳ ಬಗ್ಗೆ ಮತದಾರರಿಗೆ ಮನವರಿಕೆ ಮಾಡಿಕೊಡಬೇಕು ಎಂದು ಹೇಳಿದರು. xyxy=(50,750,285,827)
gold-col-2 xyxy=(347,1022,640,1392)
quote-2-text: ಪ್ರತಿಯೊಬ್ಬ ಕಾರ್ಯಕರ್ತರು ತಾನೇ ಅಭ್ಯರ್ಥಿ ಎಂಬ ಭಾವನೆಯೊಂದಿಗೆ ಕೆಲಸ ಮಾಡಿದರೆ ದಾವಣಗೆರೆ ದಕ್ಷಿಣದಲ್ಲಿ ಇತಿಹಾಸ ನಿರ್ಮಾಣವಾಗಲಿದ್ದು, ಈ ಉಪಚುನಾವಣೆಯ ಗೆಲುವು ಮುಂಬರುವ ಸ್ಥಳೀಯ ಸಂಸ್ಥೆಗಳ ಚುನಾವಣೆಗೆ ದಿಕ್ಸೂಚಿಯಾಗಲಿದೆ. xyxy=(834,566,1015,649)
registration-marks-right xyxy=(1363,2356,1458,2375)
ad-sign: ಕಾರ್ಯನಿರ್ವಾಹಕ ಅಭಿಯಂತರರು-4, ಕೆಆರ್‌ಐಡಿಎಲ್, ಬೆಂಗಳೂರು xyxy=(1287,1793,1497,1804)
